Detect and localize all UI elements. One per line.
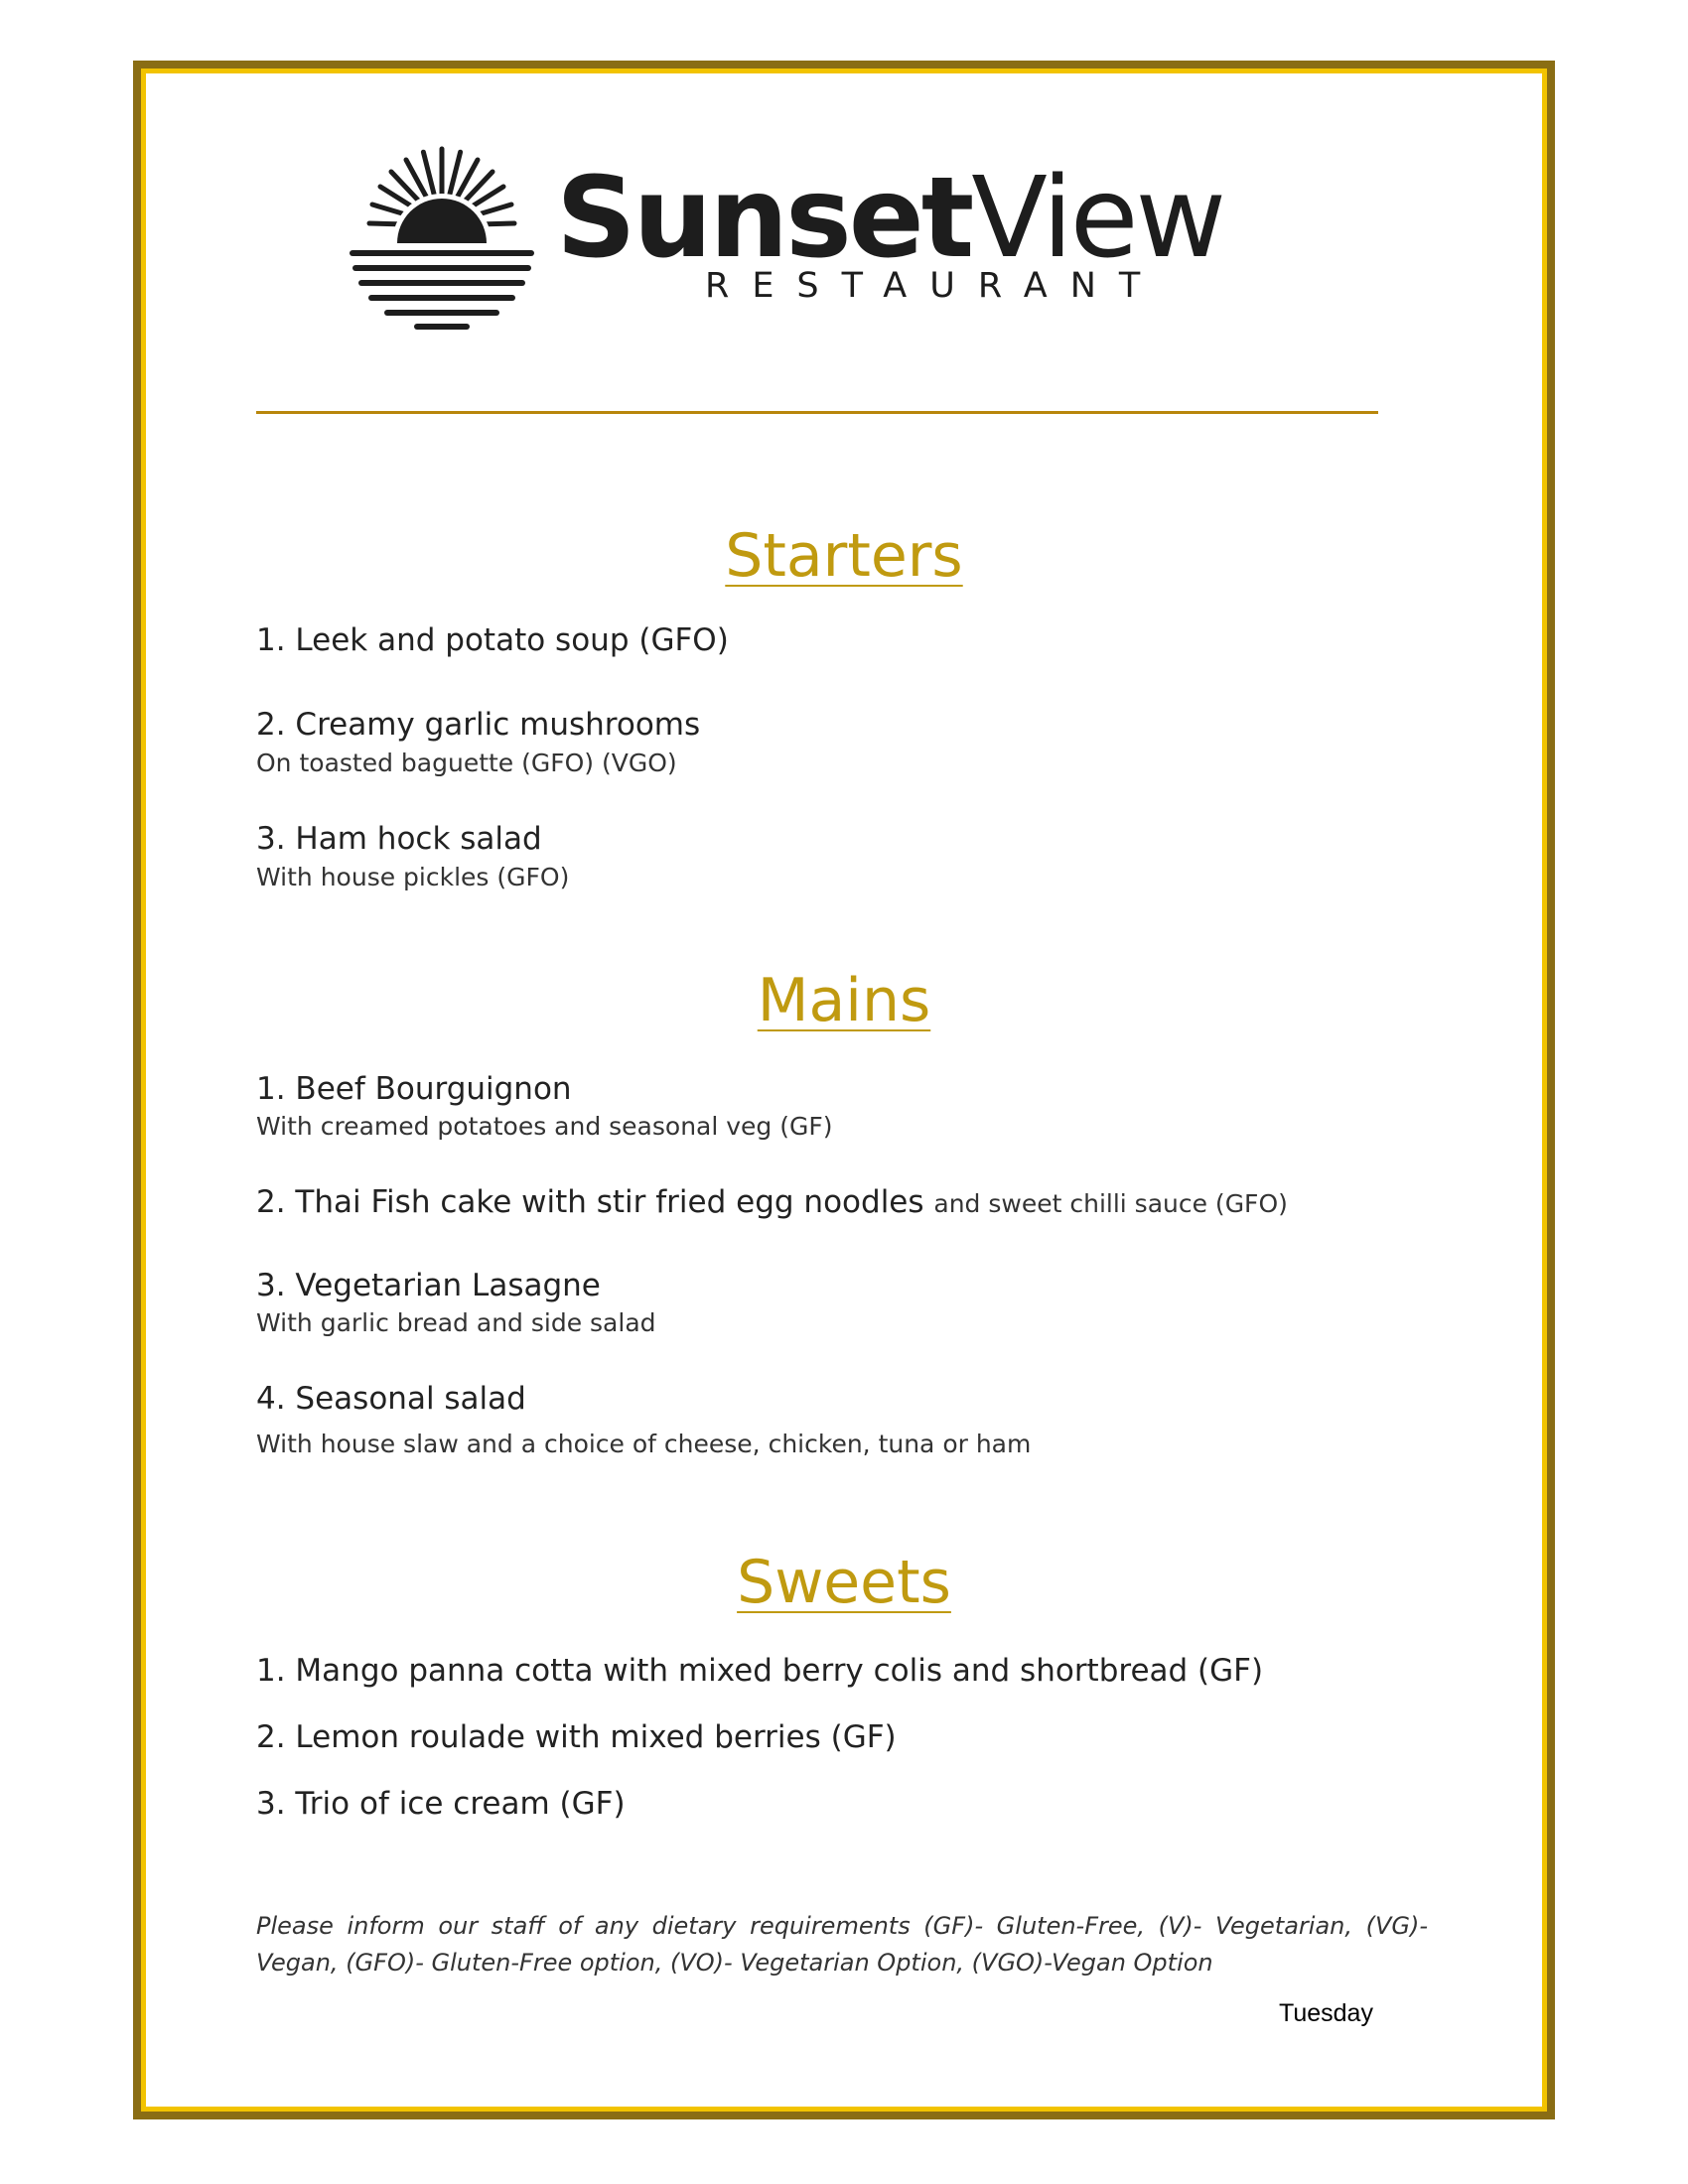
logo-subtitle: RESTAURANT [705, 266, 1164, 306]
main-item-4-title: 4. Seasonal salad [256, 1381, 526, 1417]
sweet-item-2-title: 2. Lemon roulade with mixed berries (GF) [256, 1719, 897, 1755]
starter-item-2-title: 2. Creamy garlic mushrooms [256, 707, 701, 743]
starter-item-1-title: 1. Leek and potato soup (GFO) [256, 622, 729, 658]
main-item-2-title: 2. Thai Fish cake with stir fried egg noodles [256, 1184, 924, 1220]
dietary-note: Please inform our staff of any dietary requirements (GF)- Gluten-Free, (V)- Vegetarian, (VG)- Vegan, (GFO)- Gluten-Free option, (VO)- Vegetarian Option, (VGO)-Vegan Option [256, 1912, 1428, 1977]
main-item-2-desc: and sweet chilli sauce (GFO) [933, 1189, 1288, 1218]
main-item-4-desc: With house slaw and a choice of cheese, chicken, tuna or ham [256, 1430, 1032, 1458]
mains-heading: Mains [757, 966, 931, 1035]
sweets-heading: Sweets [737, 1548, 951, 1617]
logo-name-bold: Sunset [556, 154, 972, 283]
menu-day: Tuesday [1279, 1999, 1373, 2027]
restaurant-logo [348, 139, 1340, 338]
divider-rule [256, 411, 1378, 414]
main-item-2 [256, 1184, 1288, 1220]
sweet-item-1-title: 1. Mango panna cotta with mixed berry colis and shortbread (GF) [256, 1653, 1264, 1689]
logo-name-light: View [971, 154, 1224, 283]
main-item-1-desc: With creamed potatoes and seasonal veg (GF) [256, 1112, 833, 1141]
starter-item-3-title: 3. Ham hock salad [256, 821, 542, 857]
sunset-icon [348, 144, 536, 333]
main-item-3-title: 3. Vegetarian Lasagne [256, 1268, 601, 1303]
starters-heading: Starters [725, 521, 963, 591]
main-item-1-title: 1. Beef Bourguignon [256, 1071, 572, 1107]
starter-item-2-desc: On toasted baguette (GFO) (VGO) [256, 749, 677, 777]
sweet-item-3-title: 3. Trio of ice cream (GF) [256, 1786, 626, 1822]
main-item-3-desc: With garlic bread and side salad [256, 1308, 656, 1337]
starter-item-3-desc: With house pickles (GFO) [256, 863, 570, 891]
